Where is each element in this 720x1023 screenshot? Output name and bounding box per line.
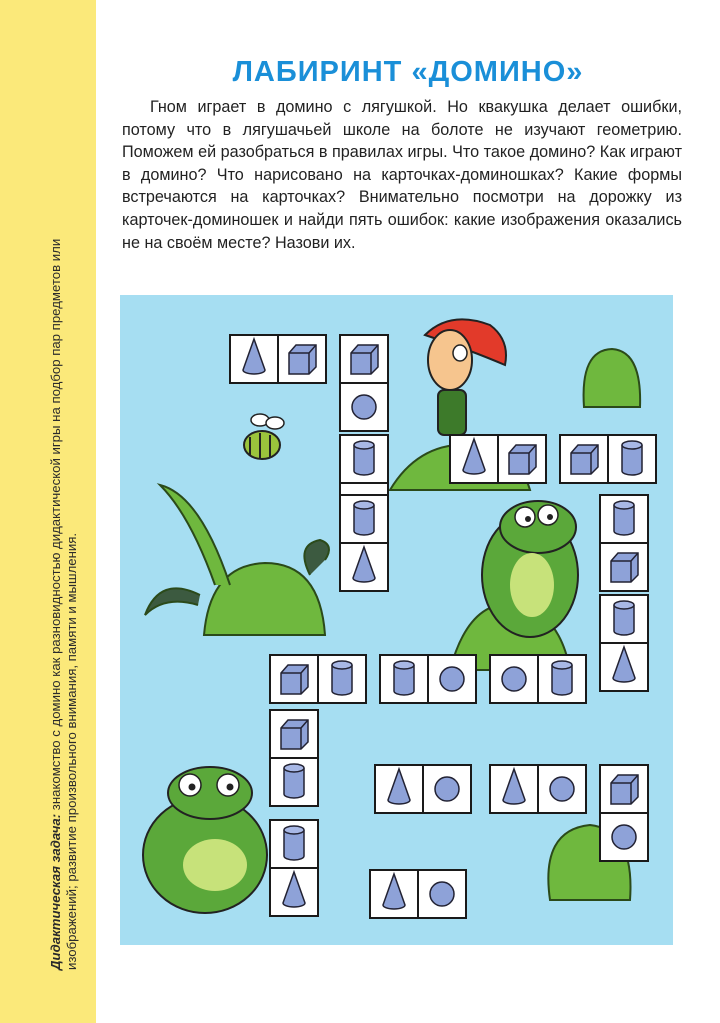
cylinder-icon — [622, 441, 642, 475]
cube-icon — [571, 445, 598, 474]
domino-tile — [230, 335, 326, 383]
sphere-icon — [440, 667, 464, 691]
domino-tile — [370, 870, 466, 918]
cylinder-icon — [284, 764, 304, 798]
cylinder-icon — [614, 501, 634, 535]
didactic-task-label: Дидактическая задача: — [48, 813, 63, 970]
sphere-icon — [612, 825, 636, 849]
domino-tile — [270, 655, 366, 703]
cube-icon — [611, 553, 638, 582]
sphere-icon — [550, 777, 574, 801]
domino-tile — [270, 820, 318, 916]
page-title: ЛАБИРИНТ «ДОМИНО» — [232, 56, 584, 88]
domino-tile — [375, 765, 471, 813]
didactic-task-text: знакомство с домино как разновидностью дидактической игры на подбор пар предметов или изображений; развитие произвольного внимания, памяти и мышления. — [48, 238, 79, 970]
domino-tile — [600, 495, 648, 591]
domino-tile — [450, 435, 546, 483]
cylinder-icon — [354, 501, 374, 535]
sphere-icon — [430, 882, 454, 906]
didactic-task-note — [48, 200, 80, 970]
cube-icon — [281, 720, 308, 749]
domino-tile — [490, 655, 586, 703]
sphere-icon — [352, 395, 376, 419]
sidebar-strip — [0, 0, 96, 1023]
domino-maze-scene — [120, 295, 673, 945]
cube-icon — [611, 775, 638, 804]
domino-tile — [600, 765, 648, 861]
cylinder-icon — [332, 661, 352, 695]
domino-tile — [380, 655, 476, 703]
domino-tile — [340, 495, 388, 591]
cube-icon — [509, 445, 536, 474]
domino-tile — [600, 595, 648, 691]
cylinder-icon — [284, 826, 304, 860]
domino-tile — [490, 765, 586, 813]
domino-tile — [560, 435, 656, 483]
cylinder-icon — [394, 661, 414, 695]
cube-icon — [281, 665, 308, 694]
cube-icon — [289, 345, 316, 374]
intro-paragraph: Гном играет в домино с лягушкой. Но квакушка делает ошибки, потому что в лягушачьей школе на болоте не изучают геометрию. Поможем ей разобраться в правилах игры. Что такое домино? Как играют в домино? Что нарисовано на карточках-доминошках? Какие формы встречаются на карточках? Внимательно посмотри на дорожку из карточек-доминошек и найди пять ошибок: какие изображения оказались не на своём месте? Назови их. — [122, 98, 682, 252]
cylinder-icon — [354, 441, 374, 475]
cube-icon — [351, 345, 378, 374]
sphere-icon — [502, 667, 526, 691]
domino-tile — [340, 335, 388, 431]
domino-tile — [270, 710, 318, 806]
cylinder-icon — [552, 661, 572, 695]
cylinder-icon — [614, 601, 634, 635]
sphere-icon — [435, 777, 459, 801]
